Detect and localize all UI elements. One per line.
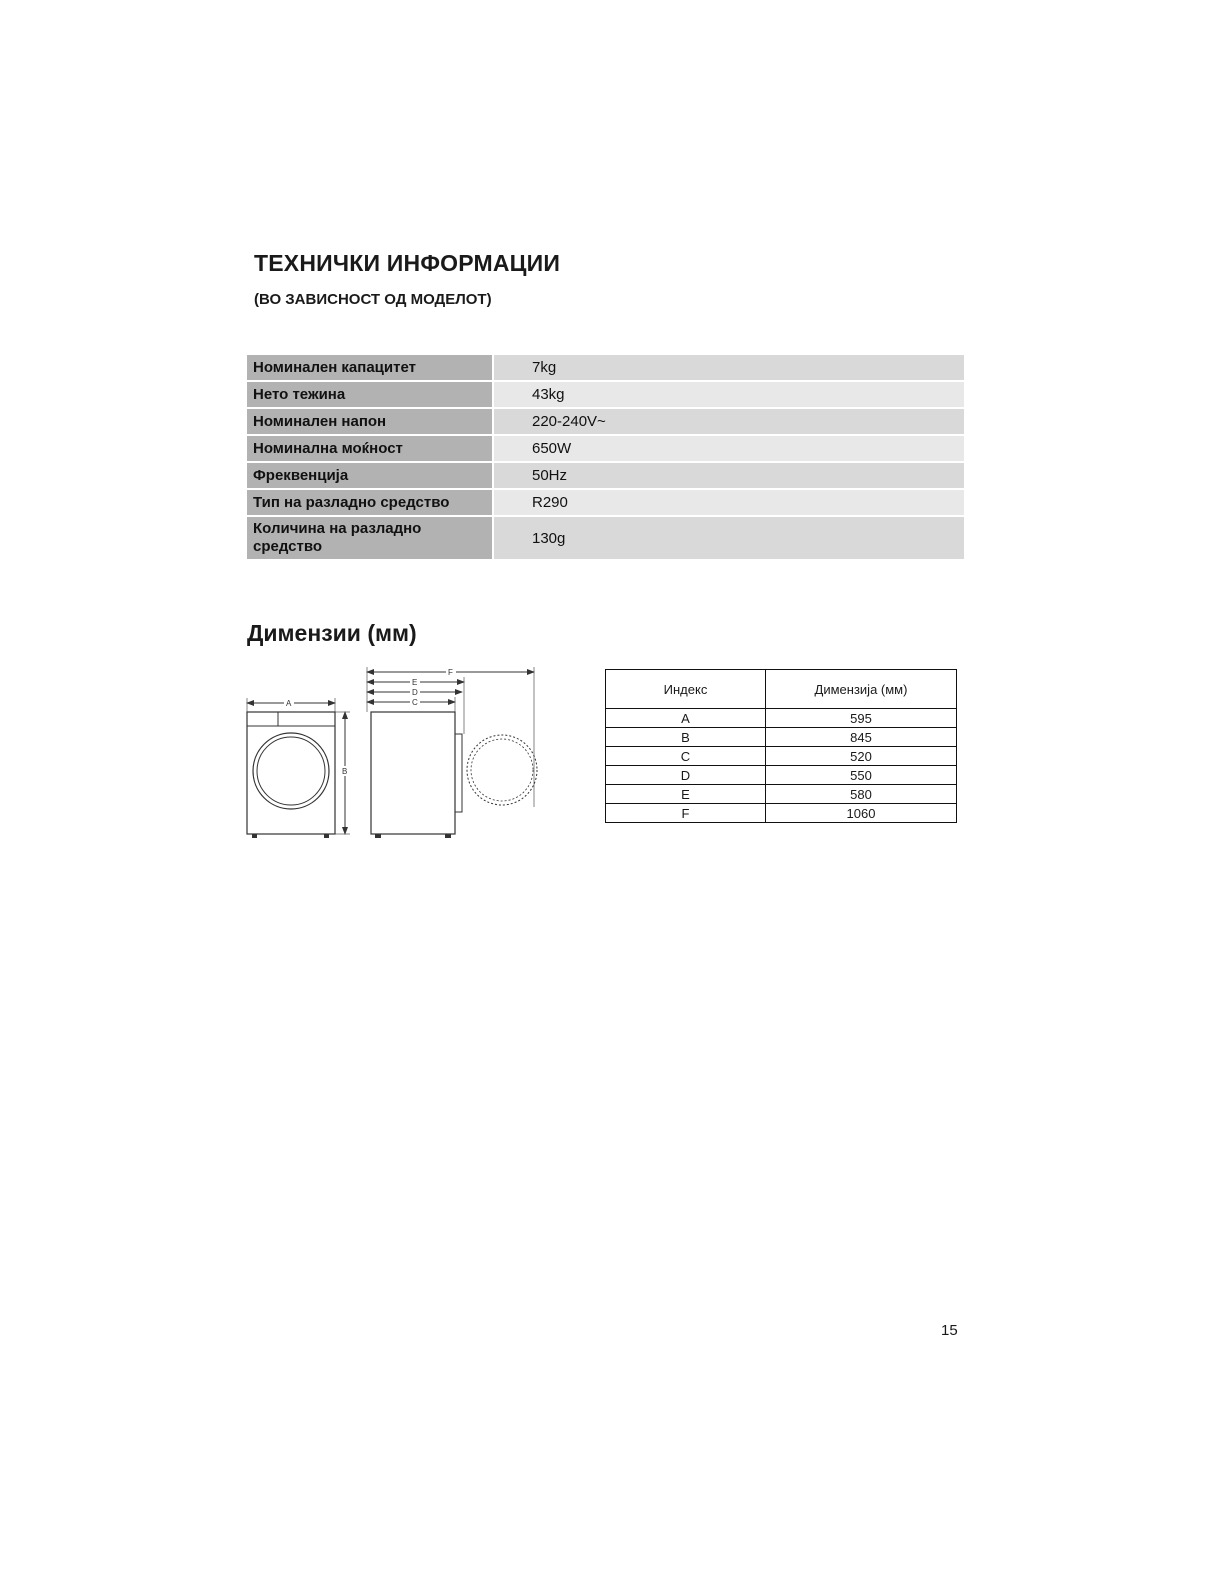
- spec-row: [247, 489, 964, 516]
- page-subtitle: (ВО ЗАВИСНОСТ ОД МОДЕЛОТ): [254, 291, 492, 308]
- spec-value: 43kg: [493, 381, 964, 408]
- spec-value: 220-240V~: [493, 408, 964, 435]
- label-f: F: [448, 668, 453, 677]
- header-index: Индекс: [606, 670, 766, 709]
- dimension-index: A: [606, 709, 766, 728]
- dimension-value: 845: [766, 728, 957, 747]
- spec-row: [247, 408, 964, 435]
- dimension-value: 1060: [766, 804, 957, 823]
- dimension-value: 550: [766, 766, 957, 785]
- table-row: [606, 804, 957, 823]
- spec-row: [247, 435, 964, 462]
- spec-label: Фреквенција: [247, 462, 493, 489]
- spec-label: Номинален напон: [247, 408, 493, 435]
- front-view: [247, 698, 350, 838]
- page-number: 15: [941, 1322, 958, 1339]
- label-a: A: [286, 699, 292, 708]
- table-row: [606, 709, 957, 728]
- dimension-value: 520: [766, 747, 957, 766]
- label-d: D: [412, 688, 418, 697]
- spec-label: Тип на разладно средство: [247, 489, 493, 516]
- dimension-index: C: [606, 747, 766, 766]
- spec-value: 50Hz: [493, 462, 964, 489]
- spec-value: R290: [493, 489, 964, 516]
- dimensions-title: Димензии (мм): [247, 620, 417, 646]
- spec-row: [247, 516, 964, 560]
- spec-value: 650W: [493, 435, 964, 462]
- table-row: [606, 785, 957, 804]
- dimension-value: 580: [766, 785, 957, 804]
- spec-row: [247, 381, 964, 408]
- table-row: [606, 766, 957, 785]
- specifications-table: [247, 355, 964, 561]
- spec-row: [247, 355, 964, 381]
- spec-row: [247, 462, 964, 489]
- spec-label: Номинален капацитет: [247, 355, 493, 381]
- table-row: [606, 728, 957, 747]
- dimension-value: 595: [766, 709, 957, 728]
- label-e: E: [412, 678, 418, 687]
- dimension-index: B: [606, 728, 766, 747]
- spec-label: Нето тежина: [247, 381, 493, 408]
- header-dimension: Димензија (мм): [766, 670, 957, 709]
- spec-label: Количина на разладно средство: [247, 516, 493, 560]
- table-row: [606, 747, 957, 766]
- spec-value: 7kg: [493, 355, 964, 381]
- side-view: [367, 667, 537, 838]
- label-c: C: [412, 698, 418, 707]
- dimension-drawing: [240, 662, 550, 844]
- dimension-index: E: [606, 785, 766, 804]
- dimension-table: [605, 669, 957, 823]
- label-b: B: [342, 767, 348, 776]
- dimension-index: F: [606, 804, 766, 823]
- dimension-table-header: [606, 670, 957, 709]
- page-title: ТЕХНИЧКИ ИНФОРМАЦИИ: [254, 250, 561, 276]
- dimension-index: D: [606, 766, 766, 785]
- spec-value: 130g: [493, 516, 964, 560]
- spec-label: Номинална моќност: [247, 435, 493, 462]
